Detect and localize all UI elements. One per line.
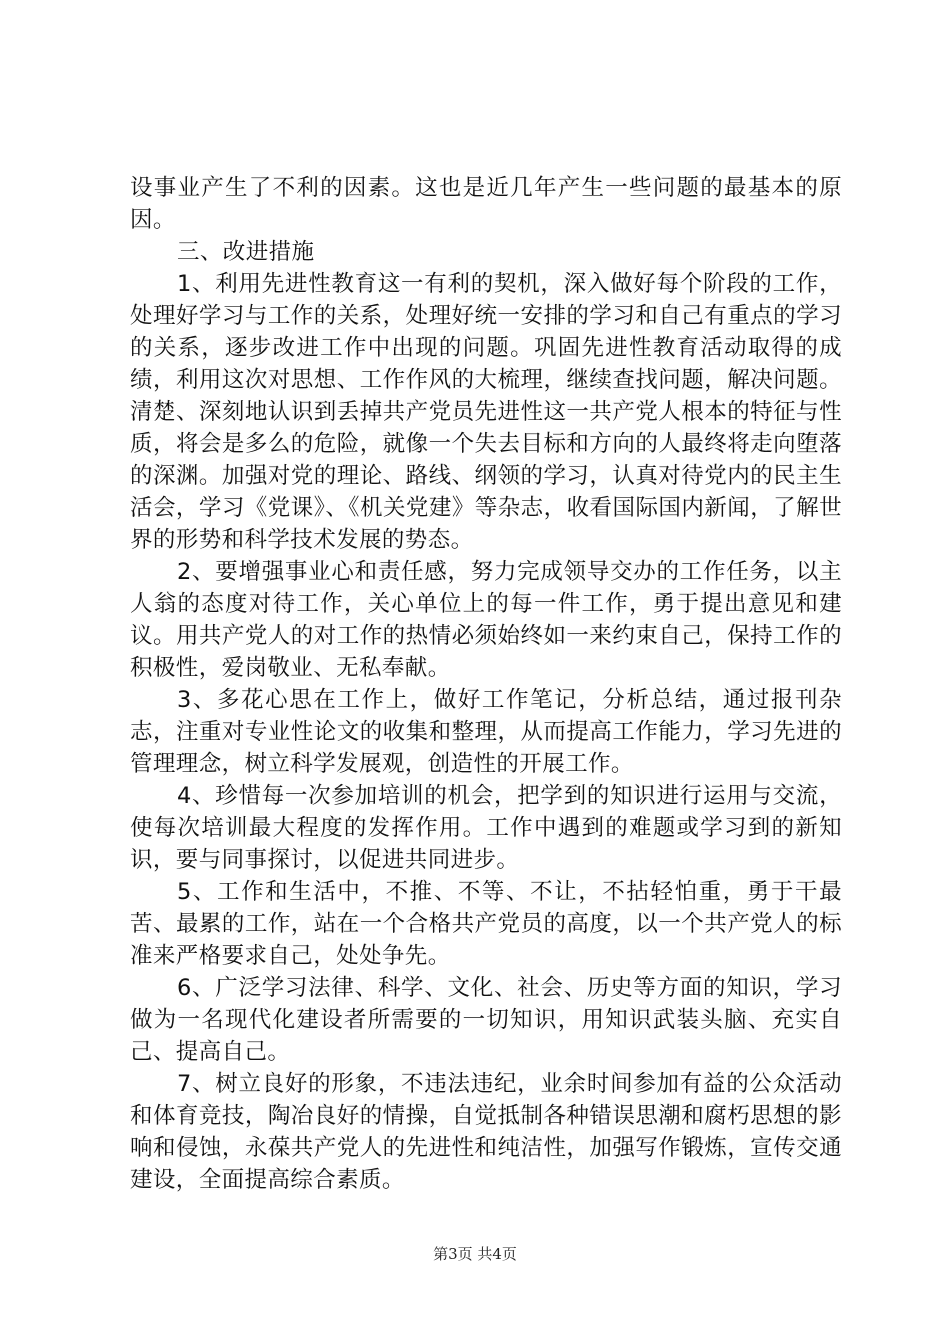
paragraph-item-4: 4、珍惜每一次参加培训的机会，把学到的知识进行运用与交流，使每次培训最大程度的发挥作用。工作中遇到的难题或学习到的新知识，要与同事探讨，以促进共同进步。 xyxy=(130,783,842,873)
section-heading: 三、改进措施 xyxy=(177,239,315,265)
paragraph-item-5: 5、工作和生活中，不推、不等、不让，不拈轻怕重，勇于干最苦、最累的工作，站在一个合格共产党员的高度，以一个共产党人的标准来严格要求自己，处处争先。 xyxy=(130,879,842,969)
page-number-footer: 第3页 共4页 xyxy=(433,1245,517,1263)
paragraph-item-7: 7、树立良好的形象，不违法违纪，业余时间参加有益的公众活动和体育竞技，陶冶良好的情操，自觉抵制各种错误思潮和腐朽思想的影响和侵蚀，永葆共产党人的先进性和纯洁性，加强写作锻炼，宣传交通建设，全面提高综合素质。 xyxy=(130,1071,842,1193)
paragraph-item-6: 6、广泛学习法律、科学、文化、社会、历史等方面的知识，学习做为一名现代化建设者所需要的一切知识，用知识武装头脑、充实自己、提高自己。 xyxy=(130,975,842,1065)
document-body xyxy=(130,172,842,1196)
paragraph-item-2: 2、要增强事业心和责任感，努力完成领导交办的工作任务，以主人翁的态度对待工作，关心单位上的每一件工作，勇于提出意见和建议。用共产党人的对工作的热情必须始终如一来约束自己，保持工作的积极性，爱岗敬业、无私奉献。 xyxy=(130,559,842,681)
paragraph-continuation: 设事业产生了不利的因素。这也是近几年产生一些问题的最基本的原因。 xyxy=(130,175,842,233)
paragraph-item-1: 1、利用先进性教育这一有利的契机，深入做好每个阶段的工作，处理好学习与工作的关系，处理好统一安排的学习和自己有重点的学习的关系，逐步改进工作中出现的问题。巩固先进性教育活动取得的成绩，利用这次对思想、工作作风的大梳理，继续查找问题，解决问题。清楚、深刻地认识到丢掉共产党员先进性这一共产党人根本的特征与性质，将会是多么的危险，就像一个失去目标和方向的人最终将走向堕落的深渊。加强对党的理论、路线、纲领的学习，认真对待党内的民主生活会，学习《党课》、《机关党建》等杂志，收看国际国内新闻，了解世界的形势和科学技术发展的势态。 xyxy=(130,271,842,553)
paragraph-item-3: 3、多花心思在工作上，做好工作笔记，分析总结，通过报刊杂志，注重对专业性论文的收集和整理，从而提高工作能力，学习先进的管理理念，树立科学发展观，创造性的开展工作。 xyxy=(130,687,842,777)
